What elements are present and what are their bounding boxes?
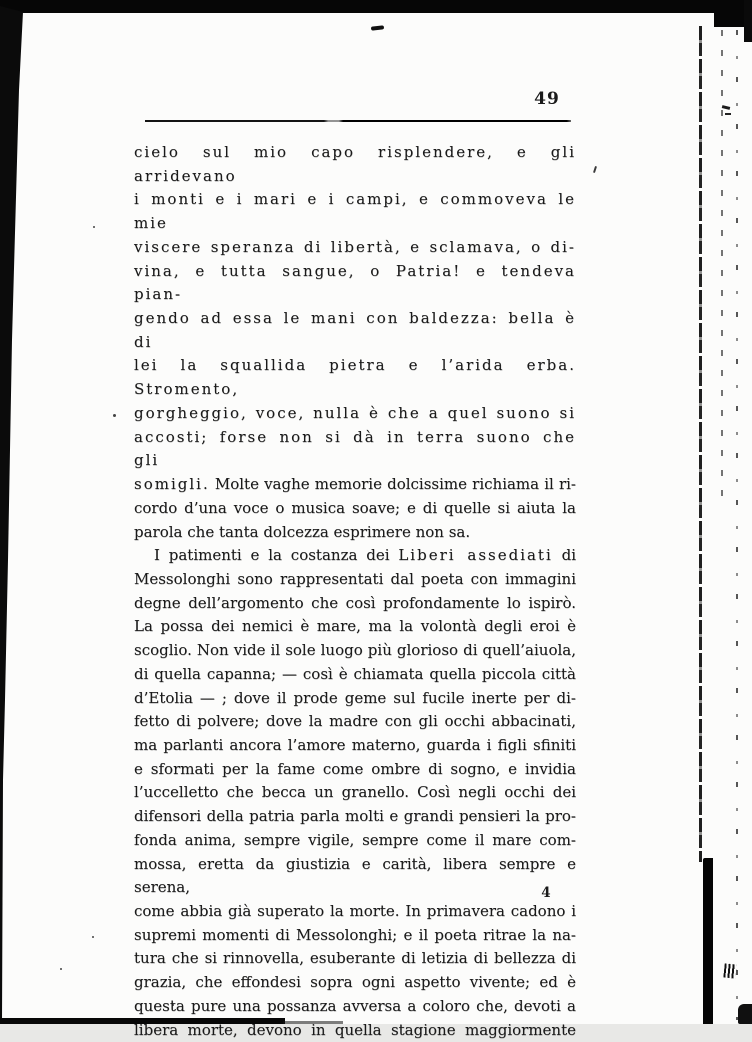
scan-blob-bottom-right <box>738 1004 752 1024</box>
scan-mark-right-lower <box>723 963 736 978</box>
scan-edge-left <box>0 0 26 1024</box>
regular-text: difensori della patria parla molti e grandi pensieri la pro- <box>134 807 576 826</box>
text-line <box>134 521 576 545</box>
text-line <box>134 710 576 734</box>
text-line <box>134 829 576 853</box>
regular-text: Messolonghi sono rappresentati dal poeta con immagini <box>134 569 576 588</box>
text-line <box>134 426 576 473</box>
regular-text: mossa, eretta da giustizia e carità, libera sempre e serena, <box>134 854 576 897</box>
letterspaced-text: lei la squallida pietra e l’arida erba. Stromento, <box>134 356 576 399</box>
regular-text: e sformati per la fame come ombre di sogno, e invidia <box>134 759 576 778</box>
header-rule <box>145 120 571 122</box>
text-line <box>134 615 576 639</box>
text-line <box>134 995 576 1019</box>
text-line <box>134 924 576 948</box>
text-line <box>134 402 576 426</box>
text-line <box>134 236 576 260</box>
regular-text: d’Etolia — ; dove il prode geme sul fucile inerte per di- <box>134 688 576 707</box>
text-line <box>134 900 576 924</box>
text-line <box>134 473 576 497</box>
regular-text: come abbia già superato la morte. In primavera cadono i <box>134 902 576 920</box>
scan-line-right-upper <box>721 30 723 510</box>
letterspaced-text: i monti e i mari e i campi, e commoveva le mie <box>134 190 576 233</box>
letterspaced-text: vina, e tutta sangue, o Patria! e tendeva pian- <box>134 261 576 304</box>
text-line <box>134 971 576 995</box>
scan-speck <box>60 968 62 970</box>
regular-text: ma parlanti ancora l’amore materno, guarda i figli sfiniti <box>134 735 576 754</box>
regular-text: fetto di polvere; dove la madre con gli occhi abbacinati, <box>134 712 576 731</box>
text-line <box>134 758 576 782</box>
text-line <box>134 307 576 354</box>
body-text <box>134 141 576 1042</box>
scan-line-right-sparse <box>736 30 738 1020</box>
regular-text: cordo d’una voce o musica soave; e di quelle si aiuta la <box>134 498 576 517</box>
letterspaced-text: gendo ad essa le mani con baldezza: bella è di <box>134 309 576 351</box>
scan-mark-right-upper-2 <box>725 113 731 115</box>
regular-text: di quella capanna; — così è chiamata quella piccola città <box>134 664 576 683</box>
regular-text: questa pure una possanza avversa a coloro che, devoti a <box>134 996 576 1015</box>
regular-text: scoglio. Non vide il sole luogo più glorioso di quell’aiuola, <box>134 641 576 660</box>
regular-text: di <box>552 546 576 565</box>
scan-mark-right-upper <box>722 105 730 110</box>
scan-line-right-main <box>699 26 702 862</box>
scan-speck <box>93 226 95 228</box>
text-line <box>134 663 576 687</box>
regular-text: supremi momenti di Messolonghi; e il poeta ritrae la na- <box>134 925 576 944</box>
regular-text: La possa dei nemici è mare, ma la volontà degli eroi è <box>134 617 576 636</box>
regular-text: I patimenti e la costanza dei <box>154 546 399 565</box>
scan-edge-right-bottom <box>703 858 713 1024</box>
regular-text: degne dell’argomento che così profondamente lo ispirò. <box>134 593 576 612</box>
letterspaced-text: somigli. <box>134 475 210 494</box>
scan-mark-top-center <box>371 25 384 30</box>
letterspaced-text: cielo sul mio capo risplendere, e gli arridevano <box>134 143 576 185</box>
letterspaced-text: gorgheggio, voce, nulla è che a quel suono si <box>134 403 576 422</box>
text-line <box>134 544 576 568</box>
scan-edge-top-right-notch <box>744 0 752 42</box>
text-line <box>134 141 576 188</box>
letterspaced-text: Liberi assediati <box>398 546 553 565</box>
regular-text: grazia, che effondesi sopra ogni aspetto vivente; ed è <box>134 973 576 992</box>
scan-speck <box>113 414 116 417</box>
regular-text: l’uccelletto che becca un granello. Così negli occhi dei <box>134 783 576 802</box>
letterspaced-text: accosti; forse non si dà in terra suono che gli <box>134 427 576 470</box>
letterspaced-text: viscere speranza di libertà, e sclamava, o di- <box>134 237 576 256</box>
text-line <box>134 947 576 971</box>
scan-speck <box>92 936 94 938</box>
regular-text: tura che si rinnovella, esuberante di letizia di bellezza di <box>134 949 576 968</box>
text-line <box>134 354 576 401</box>
text-line <box>134 734 576 758</box>
scan-tick-margin <box>593 166 597 173</box>
text-line <box>134 805 576 829</box>
regular-text: fonda anima, sempre vigile, sempre come il mare com- <box>134 830 576 849</box>
regular-text: Molte vaghe memorie dolcissime richiama il ri- <box>209 475 576 494</box>
text-line <box>134 260 576 307</box>
regular-text: parola che tanta dolcezza esprimere non sa. <box>134 522 471 541</box>
scan-edge-top <box>0 0 752 13</box>
page-number-top: 49 <box>534 89 560 109</box>
text-line <box>134 781 576 805</box>
text-line <box>134 639 576 663</box>
text-line <box>134 687 576 711</box>
page-number-bottom: 4 <box>541 885 551 901</box>
text-line <box>134 1019 576 1042</box>
text-line <box>134 592 576 616</box>
text-line <box>134 188 576 235</box>
text-line <box>134 568 576 592</box>
text-line <box>134 853 576 900</box>
regular-text: libera morte, devono in quella stagione maggiormente <box>134 1020 576 1039</box>
text-line <box>134 497 576 521</box>
